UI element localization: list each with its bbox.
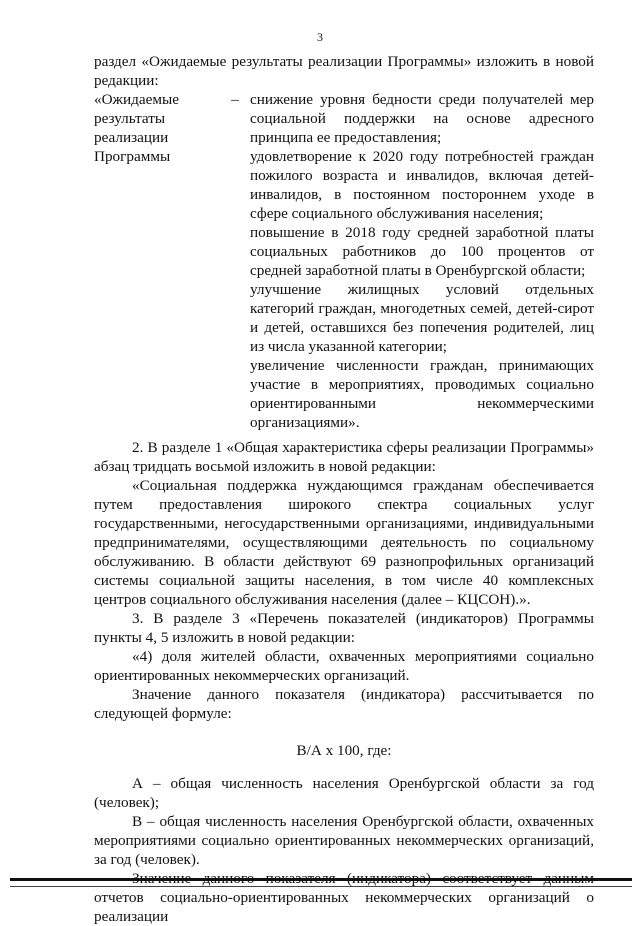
table-label-line: реализации bbox=[94, 129, 169, 146]
table-item: удовлетворение к 2020 году потребностей граждан пожилого возраста и инвалидов, включая детей-инвалидов, в постоянном постороннем уходе в сфере социального обслуживания населения; bbox=[250, 148, 594, 222]
intro-paragraph: раздел «Ожидаемые результаты реализации Программы» изложить в новой редакции: bbox=[94, 53, 594, 89]
scan-edge-line bbox=[10, 886, 632, 887]
paragraph-3-calc: Значение данного показателя (индикатора) рассчитывается по следующей формуле: bbox=[94, 686, 594, 722]
table-label-line: «Ожидаемые bbox=[94, 91, 179, 108]
document-body bbox=[94, 52, 594, 926]
paragraph-3-item: «4) доля жителей области, охваченных мероприятиями социально ориентированных некоммерческих организаций. bbox=[94, 648, 594, 684]
formula: В/А х 100, где: bbox=[296, 742, 392, 759]
page-number: 3 bbox=[317, 30, 323, 44]
scan-edge-line bbox=[10, 878, 632, 881]
table-item: снижение уровня бедности среди получателей мер социальной поддержки на основе адресного принципа ее предоставления; bbox=[250, 91, 594, 146]
expected-results-table bbox=[94, 90, 594, 432]
table-item: увеличение численности граждан, принимающих участие в мероприятиях, проводимых социально ориентированными некоммерческими организациями». bbox=[250, 357, 594, 431]
table-item: повышение в 2018 году средней заработной платы социальных работников до 100 процентов от средней заработной платы в Оренбургской области; bbox=[250, 224, 594, 279]
paragraph-3: 3. В разделе 3 «Перечень показателей (индикаторов) Программы пункты 4, 5 изложить в новой редакции: bbox=[94, 610, 594, 646]
table-item: улучшение жилищных условий отдельных категорий граждан, многодетных семей, детей-сирот и детей, оставшихся без попечения родителей, лиц из числа указанной категории; bbox=[250, 281, 594, 355]
table-items-column bbox=[250, 90, 594, 432]
table-label-line: результаты bbox=[94, 110, 166, 127]
table-dash: – bbox=[231, 91, 239, 108]
table-label-column bbox=[94, 90, 220, 432]
paragraph-2-quote: «Социальная поддержка нуждающимся гражданам обеспечивается путем предоставления широкого спектра социальных услуг государственными, негосударственными организациями, индивидуальными предпринимателями, осуществляющими деятельность по социальному обслуживанию. В области действуют 69 разнопрофильных организаций системы социальной защиты населения, в том числе 40 комплексных центров социального обслуживания населения (далее – КЦСОН).». bbox=[94, 477, 594, 608]
paragraph-2: 2. В разделе 1 «Общая характеристика сферы реализации Программы» абзац тридцать восьмой изложить в новой редакции: bbox=[94, 439, 594, 475]
definition-a: А – общая численность населения Оренбургской области за год (человек); bbox=[94, 775, 594, 811]
definition-b: В – общая численность населения Оренбургской области, охваченных мероприятиями социально ориентированных некоммерческих организаций, за год (человек). bbox=[94, 813, 594, 868]
table-label-line: Программы bbox=[94, 148, 171, 165]
paragraph-last: отчетов социально-ориентированных некоммерческих организаций о реализации bbox=[94, 889, 594, 925]
